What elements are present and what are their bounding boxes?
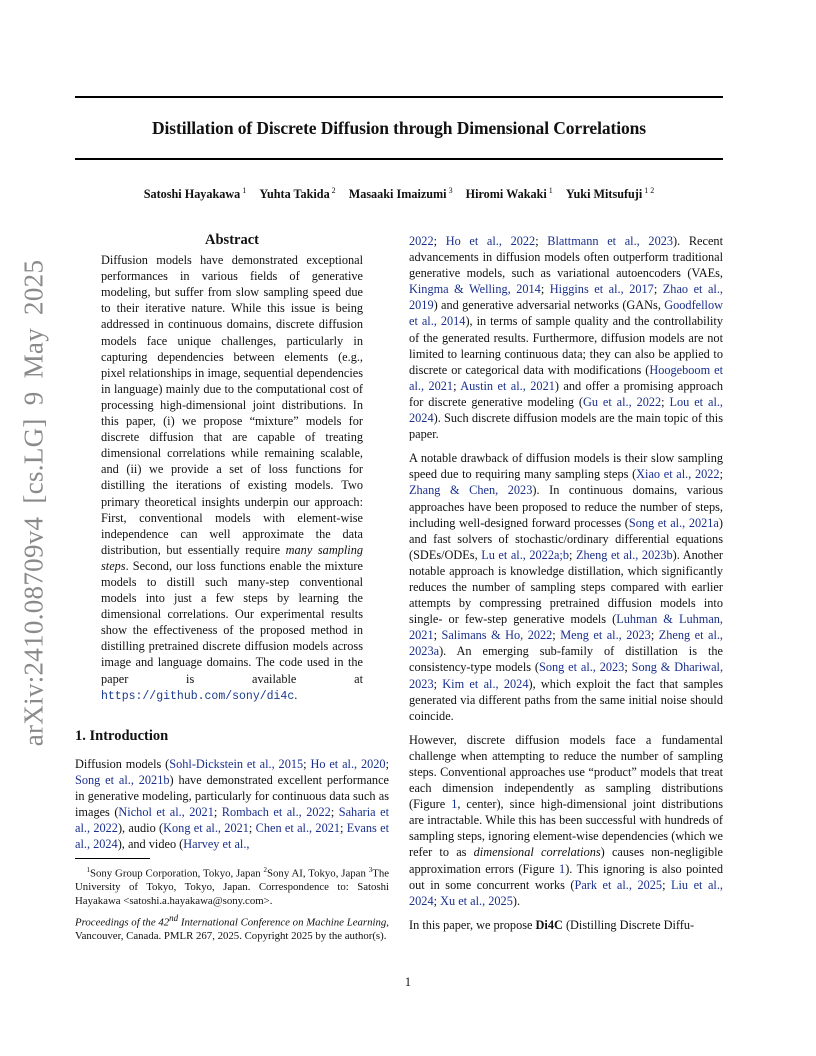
citation-link[interactable]: Kim et al., 2024 bbox=[442, 676, 529, 691]
arxiv-id: arXiv:2410.08709v4 [cs.LG] 9 May 2025 bbox=[18, 259, 49, 747]
citation-link[interactable]: Austin et al., 2021 bbox=[460, 378, 555, 393]
citation-link[interactable]: Saharia et al., 2022 bbox=[75, 805, 389, 836]
affiliation-footnote: $^1$Sony Group Corporation, Tokyo, Japan $^2$Sony AI, Tokyo, Japan $^3$The University of Tokyo, Tokyo, Japan. Correspondence to: Satoshi Hayakawa <satoshi.a.hayakawa@sony.com>. bbox=[75, 866, 390, 907]
footnote-rule bbox=[75, 858, 150, 859]
citation-link[interactable]: Song et al., 2021a bbox=[628, 515, 719, 530]
proceedings-notice: Proceedings of the 42nd International Conference on Machine Learning, Vancouver, Canada. PMLR 267, 2025. Copyright 2025 by the author(s). bbox=[75, 913, 389, 943]
author: Yuki Mitsufuji $^{1 2}$ bbox=[565, 186, 655, 202]
method-name: Di4C bbox=[535, 917, 563, 932]
citation-link[interactable]: Xiao et al., 2022 bbox=[636, 467, 720, 482]
citation-link[interactable]: Gu et al., 2022 bbox=[582, 394, 662, 409]
citation-link[interactable]: Salimans & Ho, 2022 bbox=[441, 628, 553, 643]
author-list bbox=[75, 186, 723, 202]
citation-link[interactable]: Sohl-Dickstein et al., 2015 bbox=[169, 757, 304, 771]
citation-link[interactable]: Chen et al., 2021 bbox=[255, 821, 341, 836]
citation-link[interactable]: Lu et al., 2022a;b bbox=[481, 547, 570, 562]
citation-link[interactable]: Meng et al., 2023 bbox=[560, 628, 651, 643]
author: Satoshi Hayakawa $^1$ bbox=[143, 186, 247, 202]
citation-link[interactable]: Hoogeboom et al., 2021 bbox=[409, 362, 723, 393]
citation-link[interactable]: Zheng et al., 2023a bbox=[409, 628, 724, 659]
citation-link[interactable]: Zhao et al., 2019 bbox=[409, 282, 723, 313]
intro-paragraph-4: In this paper, we propose Di4C (Distilling Discrete Diffu- bbox=[409, 917, 695, 932]
citation-link[interactable]: Liu et al., 2024 bbox=[409, 877, 723, 908]
citation-link[interactable]: Harvey et al., bbox=[183, 837, 250, 852]
citation-link[interactable]: Nichol et al., 2021 bbox=[118, 805, 214, 820]
arxiv-sidebar-stamp bbox=[14, 248, 54, 758]
citation-link[interactable]: Xu et al., 2025 bbox=[440, 893, 513, 908]
citation-link[interactable]: Song & Dhariwal, 2023 bbox=[409, 660, 724, 691]
citation-link[interactable]: Song et al., 2021b bbox=[75, 773, 170, 788]
citation-link[interactable]: Song et al., 2023 bbox=[538, 660, 625, 675]
citation-link[interactable]: Rombach et al., 2022 bbox=[221, 805, 331, 820]
citation-link[interactable]: Ho et al., 2020 bbox=[310, 757, 386, 771]
intro-paragraph-1: Diffusion models (Sohl-Dickstein et al., 2015; Ho et al., 2020; Song et al., 2021b) have demonstrated excellent performance in generative modeling, particularly for continuous data such as images (Nichol et al., 2021; Rombach et al., 2022; Saharia et al., 2022), audio (Kong et al., 2021; Chen et al., 2021; Evans et al., 2024), and video (Harvey et al., bbox=[75, 757, 390, 852]
citation-link[interactable]: Higgins et al., 2017 bbox=[549, 282, 654, 297]
citation-link[interactable]: Kingma & Welling, 2014 bbox=[409, 282, 541, 297]
citation-link[interactable]: Luhman & Luhman, 2021 bbox=[409, 612, 723, 643]
author: Yuhta Takida $^2$ bbox=[259, 186, 336, 202]
title-rule-bottom bbox=[75, 158, 723, 160]
citation-link[interactable]: Zhang & Chen, 2023 bbox=[409, 483, 533, 498]
intro-paragraph-3: However, discrete diffusion models face a fundamental challenge when attempting to reduce the number of sampling steps. Conventional approaches use “product” models that treat each dimension independently as sampling distributions (Figure 1, center), since high-dimensional joint distributions are intractable. While this has been successful with hundreds of sampling steps, ignoring element-wise dependencies (which we refer to as dimensional correlations) causes non-negligible approximation errors (Figure 1). This ignoring is also pointed out in some concurrent works (Park et al., 2025; Liu et al., 2024; Xu et al., 2025). bbox=[409, 732, 723, 908]
title-rule-top bbox=[75, 96, 723, 98]
intro-paragraph-1-continued: 2022; Ho et al., 2022; Blattmann et al., 2023). Recent advancements in diffusion models often outperform traditional generative models, such as variational autoencoders (VAEs, Kingma & Welling, 2014; Higgins et al., 2017; Zhao et al., 2019) and generative adversarial networks (GANs, Goodfellow et al., 2014), in terms of sample quality and the controllability of the generated results. Furthermore, diffusion models are not limited to learning continuous data; they can also be applied to discrete or categorical data with modifications (Hoogeboom et al., 2021; Austin et al., 2021) and offer a promising approach for discrete generative modeling (Gu et al., 2022; Lou et al., 2024). Such discrete diffusion models are the main topic of this paper. bbox=[409, 234, 724, 442]
citation-link[interactable]: Zheng et al., 2023b bbox=[575, 547, 673, 562]
section-heading-introduction: 1. Introduction bbox=[75, 728, 169, 744]
citation-link[interactable]: 2022 bbox=[409, 234, 434, 248]
citation-link[interactable]: Ho et al., 2022 bbox=[445, 234, 536, 248]
citation-link[interactable]: Park et al., 2025 bbox=[574, 877, 663, 892]
author: Masaaki Imaizumi $^3$ bbox=[348, 186, 453, 202]
abstract-heading: Abstract bbox=[205, 232, 259, 248]
page-number: 1 bbox=[404, 975, 412, 989]
intro-paragraph-2: A notable drawback of diffusion models is their slow sampling speed due to requiring many sampling steps (Xiao et al., 2022; Zhang & Chen, 2023). In continuous domains, various approaches have been proposed to reduce the number of steps, including well-designed forward processes (Song et al., 2021a) and fast solvers of stochastic/ordinary differential equations (SDEs/ODEs, Lu et al., 2022a;b; Zheng et al., 2023b). Another notable approach is knowledge distillation, which significantly reduces the number of sampling steps compared with earlier attempts by compressing pretrained diffusion models into single- or few-step generative models (Luhman & Luhman, 2021; Salimans & Ho, 2022; Meng et al., 2023; Zheng et al., 2023a). An emerging sub-family of distillation is the consistency-type models (Song et al., 2023; Song & Dhariwal, 2023; Kim et al., 2024), which exploit the fact that samples generated via different paths from the same initial noise should coincide. bbox=[409, 451, 724, 723]
paper-title: Distillation of Discrete Diffusion through Dimensional Correlations bbox=[152, 118, 646, 138]
citation-link[interactable]: Lou et al., 2024 bbox=[409, 394, 724, 426]
citation-link[interactable]: 1 bbox=[451, 797, 458, 812]
right-column bbox=[409, 233, 723, 941]
citation-link[interactable]: 1 bbox=[559, 861, 566, 876]
citation-link[interactable]: Goodfellow et al., 2014 bbox=[409, 298, 723, 329]
citation-link[interactable]: Evans et al., 2024 bbox=[75, 821, 390, 852]
abstract-section bbox=[101, 232, 363, 705]
abstract-body: Diffusion models have demonstrated exceptional performances in various fields of generative modeling, but suffer from slow sampling speed due to their iterative nature. While this issue is being addressed in continuous domains, discrete diffusion models face unique challenges, particularly in capturing dependencies between elements (e.g., pixel relationships in image, sequential dependencies in language) mainly due to the computational cost of processing high-dimensional joint distributions. In this paper, (i) we propose “mixture” models for discrete diffusion that are capable of treating dimensional correlations while remaining scalable, and (ii) we provide a set of loss functions for distilling the iterations of existing models. Two primary theoretical insights underpin our approach: First, conventional models with element-wise independence can well approximate the data distribution, but essentially require many sampling steps. Second, our loss functions enable the mixture models to distill such many-step conventional models into just a few steps by learning the dimensional correlations. Our experimental results show the effectiveness of the proposed method in distilling pretrained discrete diffusion models across image and language domains. The code used in the paper is available at https://github.com/sony/di4c. bbox=[101, 253, 363, 703]
citation-link[interactable]: Blattmann et al., 2023 bbox=[547, 234, 674, 248]
code-link[interactable]: https://github.com/sony/di4c bbox=[101, 689, 295, 703]
author: Hiromi Wakaki $^1$ bbox=[465, 186, 553, 202]
citation-link[interactable]: Kong et al., 2021 bbox=[163, 821, 249, 836]
